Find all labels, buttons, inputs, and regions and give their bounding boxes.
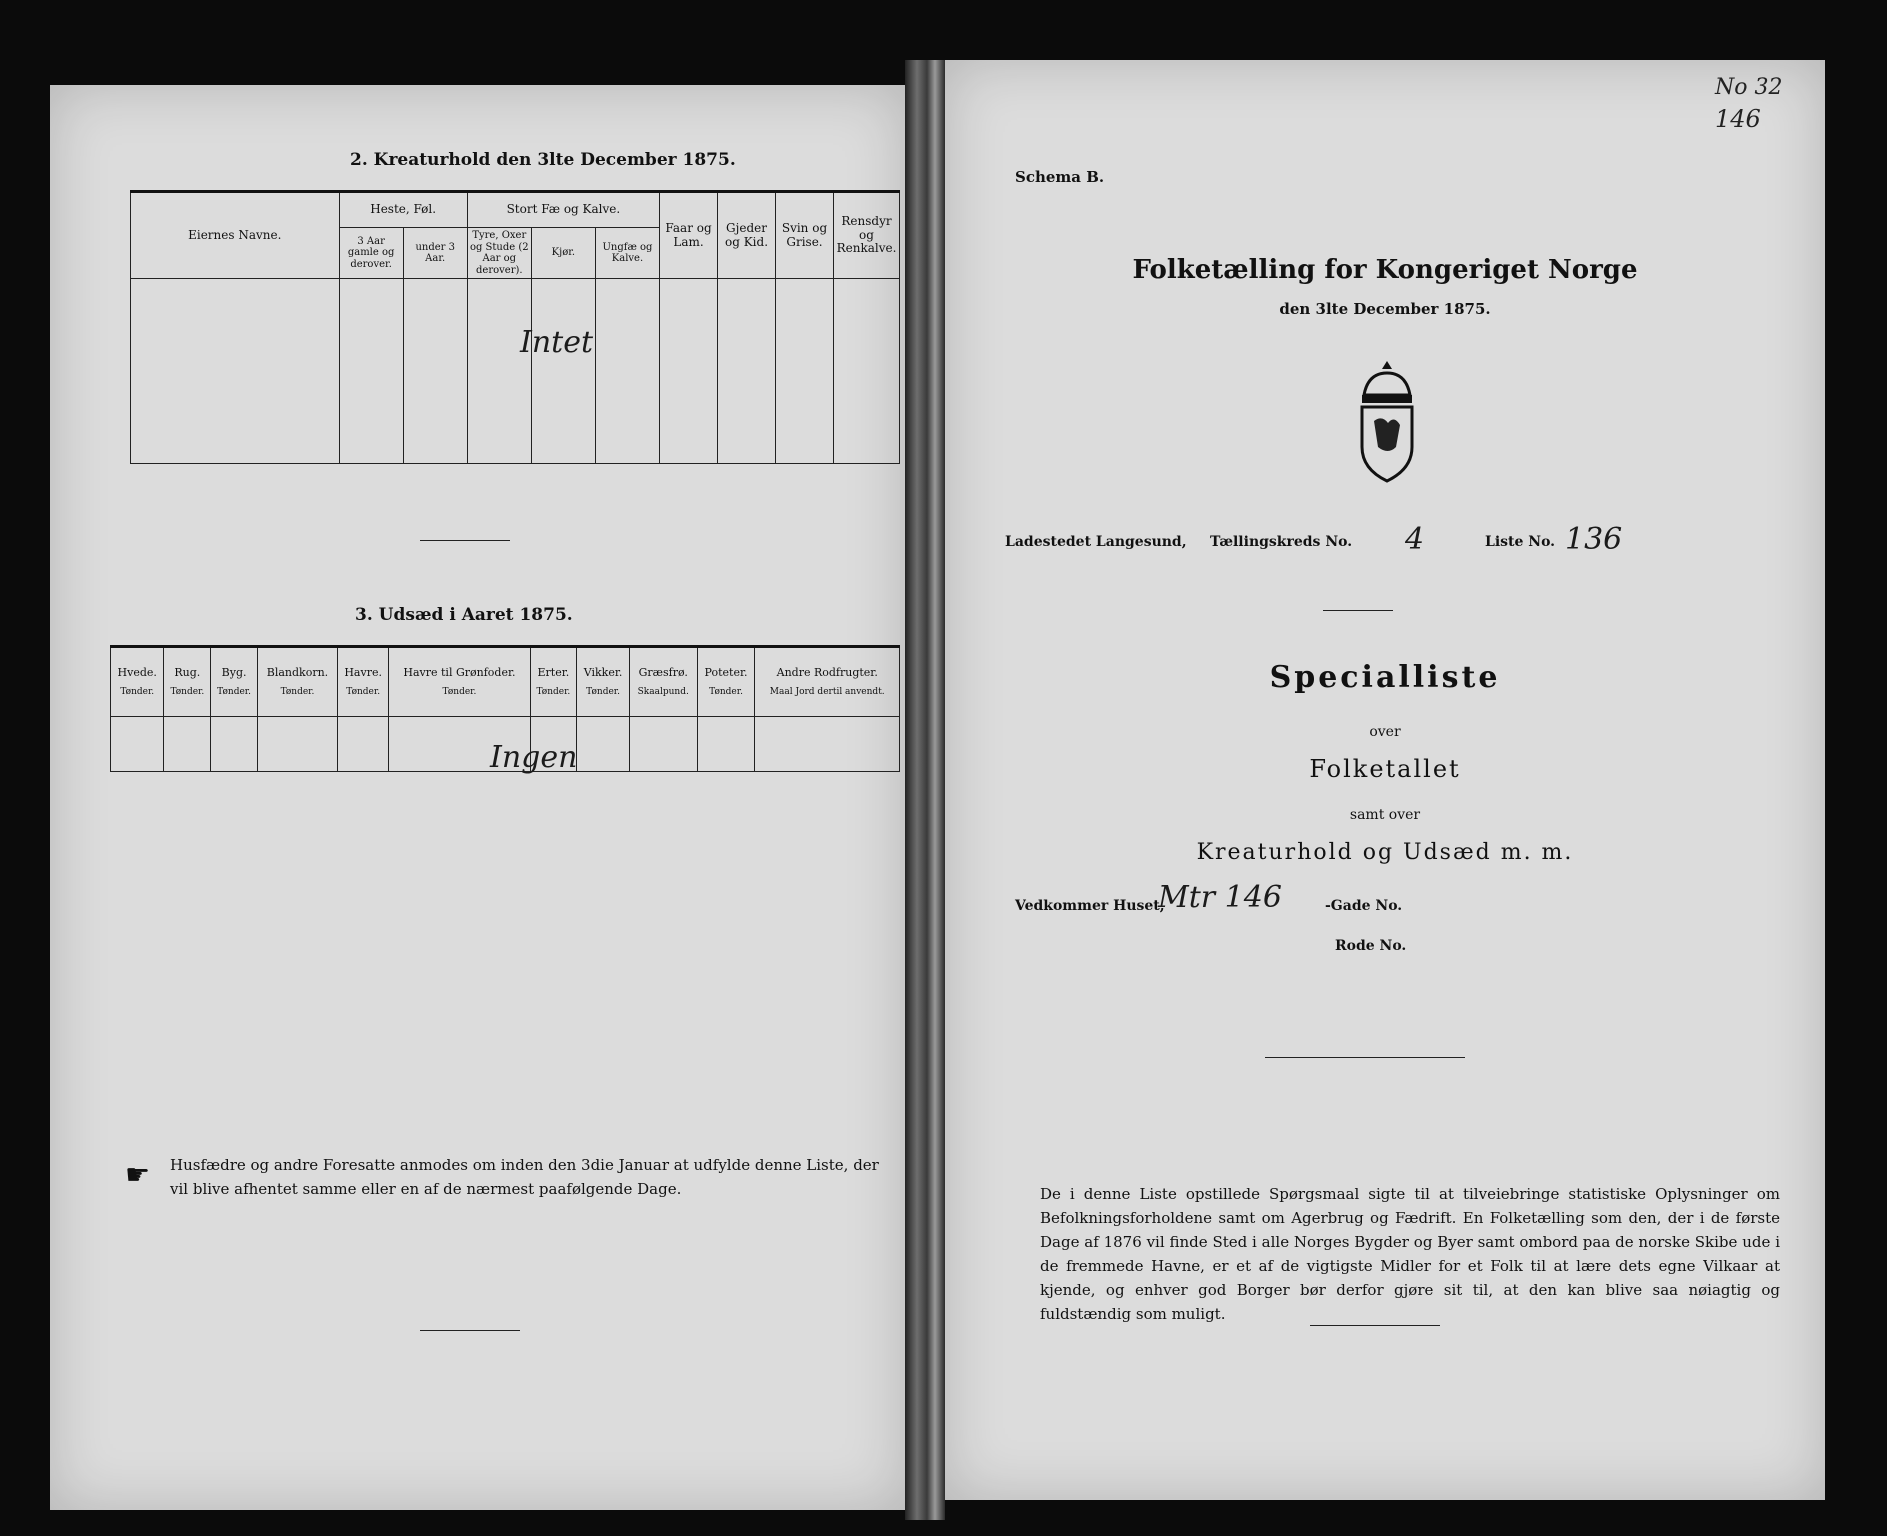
seed-header [337, 647, 388, 717]
folketallet-text: Folketallet [1309, 755, 1461, 783]
seed-cell [211, 717, 258, 772]
seed-header-name: Poteter. [704, 665, 748, 679]
seed-header [577, 647, 630, 717]
seed-header-name: Havre. [344, 665, 382, 679]
seed-header-unit: Tønder. [442, 687, 477, 698]
seed-header [111, 647, 164, 717]
seed-header-name: Andre Rodfrugter. [776, 665, 878, 679]
seed-cell [257, 717, 337, 772]
seed-header [389, 647, 530, 717]
vedkommer-value: Mtr 146 [1158, 880, 1282, 915]
cattle-young-header: Ungfæ og Kalve. [595, 228, 659, 279]
seed-cell [337, 717, 388, 772]
seed-header-unit: Skaalpund. [637, 687, 689, 698]
norway-coat-of-arms-icon [1350, 355, 1424, 485]
divider [1265, 1057, 1465, 1058]
kreaturhold-text: Kreaturhold og Udsæd m. m. [1196, 840, 1574, 865]
right-page [945, 60, 1825, 1500]
seed-header-unit: Tønder. [120, 687, 155, 698]
schema-label: Schema B. [1015, 168, 1105, 186]
horses-header: Heste, Føl. [339, 192, 467, 228]
seed-cell [755, 717, 900, 772]
seed-header [211, 647, 258, 717]
seed-header-unit: Tønder. [280, 687, 315, 698]
section2-title: 2. Kreaturhold den 3lte December 1875. [350, 150, 736, 170]
seed-cell [111, 717, 164, 772]
kreds-value: 4 [1405, 522, 1425, 557]
ladested-label: Ladestedet Langesund, [1005, 534, 1187, 550]
section3-title: 3. Udsæd i Aaret 1875. [355, 605, 573, 625]
cattle-cows-header: Kjør. [531, 228, 595, 279]
divider [1310, 1325, 1440, 1326]
seed-header-name: Hvede. [117, 665, 157, 679]
seed-header-name: Blandkorn. [266, 665, 329, 679]
footer-text: De i denne Liste opstillede Spørgsmaal sigte til at tilveiebringe statistiske Oplysninger om Befolkningsforholdene samt om Agerbrug og Fædrift. En Folketælling som den, der i de første Dage af 1876 vil finde Sted i alle Norges Bygder og Byer samt ombord paa de norske Skibe ude i de fremmede Havne, er et af de vigtigste Midler for et Folk til at lære dets egne Vilkaar at kjende, og enhver god Borger bør derfor gjøre sit til, at den kan blive saa nøiagtig og fuldstændig som muligt. [1040, 1185, 1780, 1323]
seed-cell [629, 717, 697, 772]
livestock-entry: Intet [520, 325, 594, 360]
over-text: over [1369, 724, 1401, 740]
seed-header-unit: Tønder. [170, 687, 205, 698]
horses-under3-header: under 3 Aar. [403, 228, 467, 279]
special-title: Specialliste [1269, 660, 1501, 695]
seed-header [257, 647, 337, 717]
seed-header-unit: Maal Jord dertil anvendt. [769, 687, 885, 698]
cattle-header: Stort Fæ og Kalve. [467, 192, 659, 228]
census-date: den 3lte December 1875. [1279, 300, 1491, 318]
seed-header-name: Byg. [221, 665, 247, 679]
seed-header-unit: Tønder. [346, 687, 381, 698]
seed-header-unit: Tønder. [709, 687, 743, 698]
seed-header-name: Græsfrø. [638, 665, 688, 679]
kreds-label: Tællingskreds No. [1210, 534, 1353, 550]
samt-over-text: samt over [1349, 807, 1421, 823]
livestock-table [130, 190, 900, 464]
owner-cell [131, 279, 340, 464]
seed-header [755, 647, 900, 717]
cattle-bulls-header: Tyre, Oxer og Stude (2 Aar og derover). [467, 228, 531, 279]
seed-cell [164, 717, 211, 772]
rode-label: Rode No. [1335, 938, 1407, 954]
seed-header-unit: Tønder. [217, 687, 251, 698]
seed-cell [697, 717, 755, 772]
reindeer-header: Rensdyr og Renkalve. [833, 192, 899, 279]
gade-label: -Gade No. [1325, 898, 1403, 914]
seed-header [164, 647, 211, 717]
seed-header-unit: Tønder. [586, 687, 620, 698]
goats-header: Gjeder og Kid. [718, 192, 776, 279]
pigs-header: Svin og Grise. [776, 192, 834, 279]
left-page [50, 85, 905, 1510]
divider [420, 1330, 520, 1331]
seed-header [629, 647, 697, 717]
main-title: Folketælling for Kongeriget Norge [1132, 255, 1638, 285]
vedkommer-label: Vedkommer Huset, [1015, 898, 1165, 914]
liste-value: 136 [1565, 522, 1623, 557]
divider [1323, 610, 1393, 611]
seed-header [697, 647, 755, 717]
seed-header-name: Erter. [537, 665, 570, 679]
seed-header-unit: Tønder. [536, 687, 571, 698]
seed-header-name: Rug. [174, 665, 201, 679]
notice-text: Husfædre og andre Foresatte anmodes om inden den 3die Januar at udfylde denne Liste, der vil blive afhentet samme eller en af de nærmest paafølgende Dage. [170, 1156, 879, 1198]
divider [420, 540, 510, 541]
sheep-header: Faar og Lam. [660, 192, 718, 279]
corner-no: No 32 [1715, 75, 1783, 100]
seed-cell [577, 717, 630, 772]
horses-3plus-header: 3 Aar gamle og derover. [339, 228, 403, 279]
corner-num: 146 [1715, 105, 1761, 133]
liste-label: Liste No. [1485, 534, 1556, 550]
seed-header-name: Vikker. [583, 665, 623, 679]
book-gutter [905, 60, 945, 1520]
seed-header [530, 647, 577, 717]
seed-entry: Ingen [490, 740, 578, 775]
seed-header-name: Havre til Grønfoder. [403, 665, 516, 679]
owner-header: Eiernes Navne. [131, 192, 340, 279]
pointing-hand-icon: ☛ [125, 1158, 151, 1191]
